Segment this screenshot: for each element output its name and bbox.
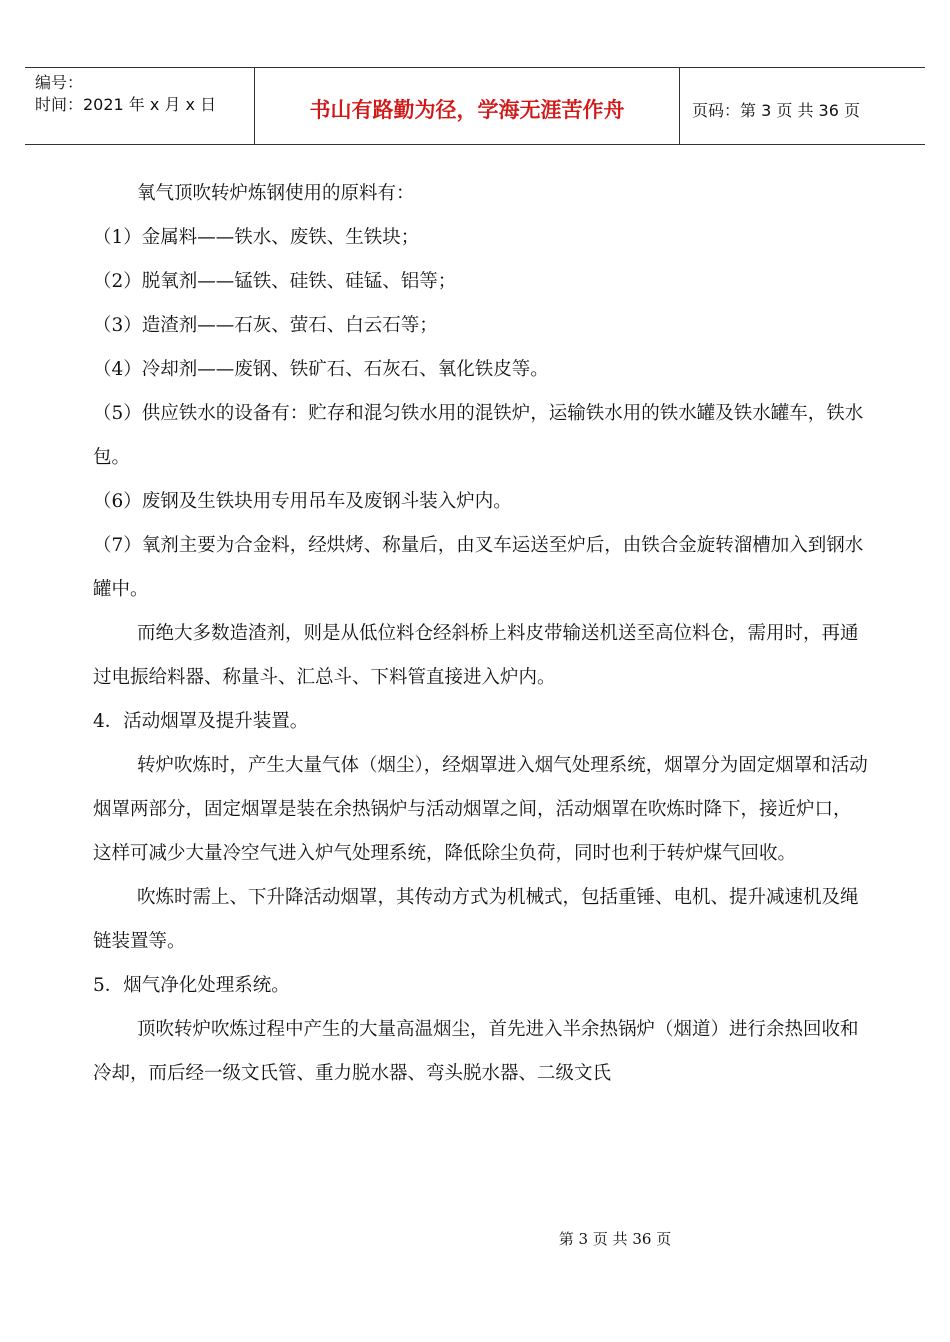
list-item: （3）造渣剂——石灰、萤石、白云石等； <box>93 315 438 336</box>
list-item: （7）氧剂主要为合金料，经烘烤、称量后，由叉车运送至炉后，由铁合金旋转溜槽加入到钢水罐中。 <box>93 535 864 600</box>
section-heading: 5．烟气净化处理系统。 <box>93 975 290 996</box>
paragraph: 顶吹转炉吹炼过程中产生的大量高温烟尘，首先进入半余热锅炉（烟道）进行余热回收和冷却，而后经一级文氏管、重力脱水器、弯头脱水器、二级文氏 <box>93 1019 859 1084</box>
header-page-number: 页码：第 3 页 共 36 页 <box>692 100 860 120</box>
paragraph: 氧气顶吹转炉炼钢使用的原料有： <box>137 183 415 204</box>
section-heading: 4．活动烟罩及提升装置。 <box>93 711 309 732</box>
paragraph: 而绝大多数造渣剂，则是从低位料仓经斜桥上料皮带输送机送至高位料仓，需用时，再通过电振给料器、称量斗、汇总斗、下料管直接进入炉内。 <box>93 623 859 688</box>
document-body <box>93 172 868 1096</box>
paragraph: 吹炼时需上、下升降活动烟罩，其传动方式为机械式，包括重锤、电机、提升减速机及绳链装置等。 <box>93 887 859 952</box>
header-motto: 书山有路勤为径，学海无涯苦作舟 <box>255 68 680 144</box>
list-item: （2）脱氧剂——锰铁、硅铁、硅锰、铝等； <box>93 271 457 292</box>
document-date: 时间：2021 年 x 月 x 日 <box>35 95 217 114</box>
list-item: （6）废钢及生铁块用专用吊车及废钢斗装入炉内。 <box>93 491 512 512</box>
paragraph: 转炉吹炼时，产生大量气体（烟尘），经烟罩进入烟气处理系统，烟罩分为固定烟罩和活动烟罩两部分，固定烟罩是装在余热锅炉与活动烟罩之间，活动烟罩在吹炼时降下，接近炉口，这样可减少大量冷空气进入炉气处理系统，降低除尘负荷，同时也利于转炉煤气回收。 <box>93 755 868 864</box>
document-number-label: 编号： <box>35 73 84 92</box>
page-header <box>25 67 925 145</box>
list-item: （1）金属料——铁水、废铁、生铁块； <box>93 227 420 248</box>
header-meta <box>25 68 255 144</box>
page-footer: 第 3 页 共 36 页 <box>558 1230 672 1248</box>
list-item: （4）冷却剂——废钢、铁矿石、石灰石、氧化铁皮等。 <box>93 359 549 380</box>
list-item: （5）供应铁水的设备有：贮存和混匀铁水用的混铁炉，运输铁水用的铁水罐及铁水罐车，铁水包。 <box>93 403 864 468</box>
